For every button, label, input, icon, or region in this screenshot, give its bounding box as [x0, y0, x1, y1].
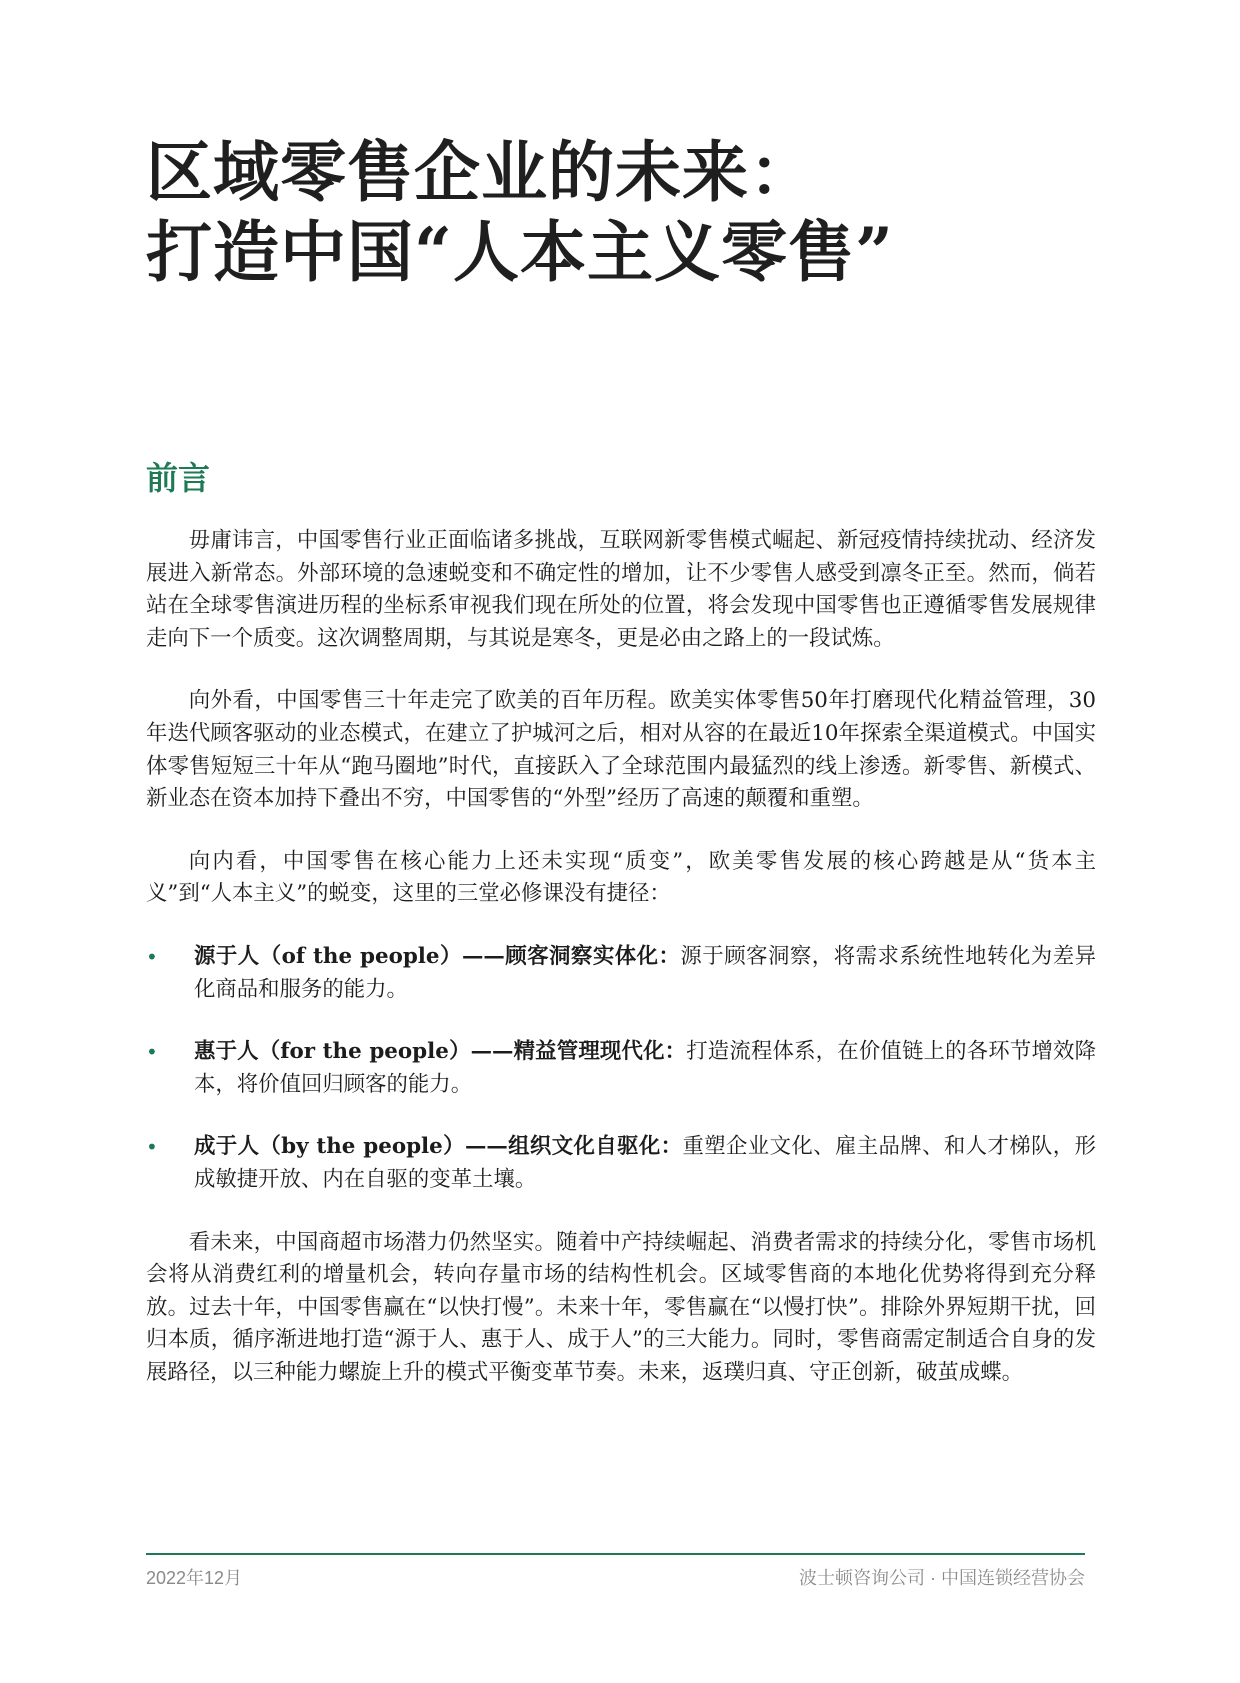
- bullet-dot-icon: •: [146, 944, 158, 969]
- closing-paragraph: 看未来，中国商超市场潜力仍然坚实。随着中产持续崛起、消费者需求的持续分化，零售市场机会将从消费红利的增量机会，转向存量市场的结构性机会。区域零售商的本地化优势将得到充分释放。过去十年，中国零售赢在“以快打慢”。未来十年，零售赢在“以慢打快”。排除外界短期干扰，回归本质，循序渐进地打造“源于人、惠于人、成于人”的三大能力。同时，零售商需定制适合自身的发展路径，以三种能力螺旋上升的模式平衡变革节奏。未来，返璞归真、守正创新，破茧成蝶。: [146, 1229, 1096, 1385]
- bullet-heading: 惠于人（for the people）——精益管理现代化：: [194, 1039, 687, 1065]
- body-text: [146, 525, 1096, 1419]
- bullet-text: 源于顾客洞察，将需求系统性地转化为差异化商品和服务的能力。: [194, 943, 1096, 1002]
- list-item: [146, 1036, 1096, 1101]
- list-item: [146, 1131, 1096, 1196]
- paragraph-1: 毋庸讳言，中国零售行业正面临诸多挑战，互联网新零售模式崛起、新冠疫情持续扰动、经济发展进入新常态。外部环境的急速蜕变和不确定性的增加，让不少零售人感受到凛冬正至。然而，倘若站在全球零售演进历程的坐标系审视我们现在所处的位置，将会发现中国零售也正遵循零售发展规律走向下一个质变。这次调整周期，与其说是寒冬，更是必由之路上的一段试炼。: [146, 528, 1096, 651]
- footer-publisher: 波士顿咨询公司 · 中国连锁经营协会: [799, 1568, 1085, 1588]
- bullet-heading: 成于人（by the people）——组织文化自驱化：: [194, 1134, 683, 1160]
- title-line-1: 区域零售企业的未来：: [146, 133, 816, 211]
- footer-date: 2022年12月: [146, 1568, 243, 1588]
- paragraph-3: 向内看，中国零售在核心能力上还未实现“质变”，欧美零售发展的核心跨越是从“货本主义”到“人本主义”的蜕变，这里的三堂必修课没有捷径：: [146, 848, 1096, 907]
- bullet-dot-icon: •: [146, 1135, 158, 1160]
- capability-list: [146, 941, 1096, 1197]
- section-heading: 前言: [146, 459, 211, 497]
- title-line-2: 打造中国“人本主义零售”: [146, 213, 894, 291]
- list-item: [146, 941, 1096, 1006]
- bullet-text: 重塑企业文化、雇主品牌、和人才梯队，形成敏捷开放、内在自驱的变革土壤。: [194, 1134, 1096, 1192]
- bullet-dot-icon: •: [146, 1040, 158, 1065]
- document-title: [146, 132, 894, 292]
- bullet-heading: 源于人（of the people）——顾客洞察实体化：: [194, 943, 681, 969]
- bullet-text: 打造流程体系，在价值链上的各环节增效降本，将价值回归顾客的能力。: [194, 1039, 1096, 1097]
- footer-divider: [146, 1553, 1085, 1555]
- paragraph-2: 向外看，中国零售三十年走完了欧美的百年历程。欧美实体零售50年打磨现代化精益管理，30年迭代顾客驱动的业态模式，在建立了护城河之后，相对从容的在最近10年探索全渠道模式。中国实体零售短短三十年从“跑马圈地”时代，直接跃入了全球范围内最猛烈的线上渗透。新零售、新模式、新业态在资本加持下叠出不穷，中国零售的“外型”经历了高速的颠覆和重塑。: [146, 688, 1096, 812]
